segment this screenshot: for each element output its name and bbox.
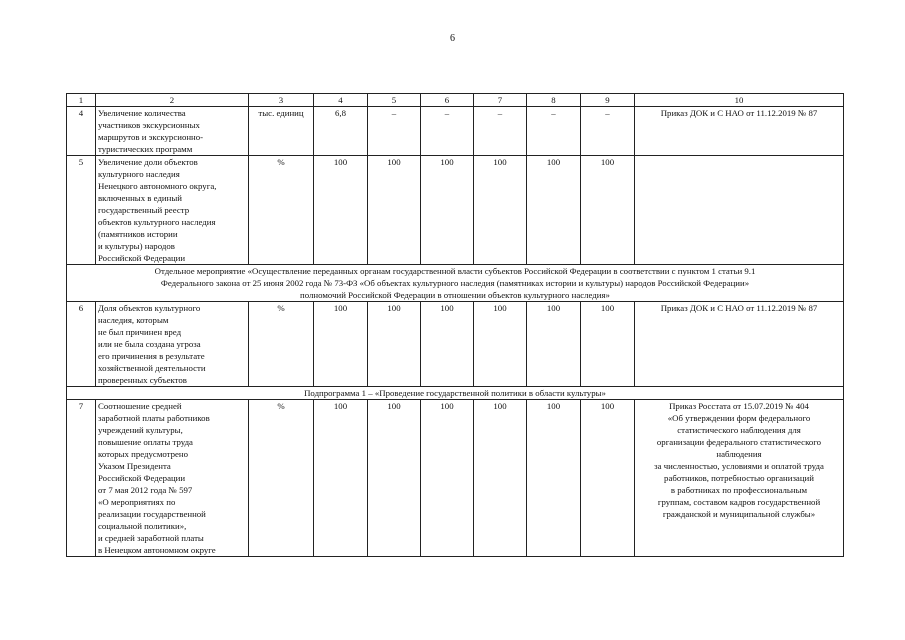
value-cell: 100 [368, 302, 421, 387]
header-cell: 4 [314, 94, 368, 107]
value-cell: 100 [314, 302, 368, 387]
header-cell: 5 [368, 94, 421, 107]
section-row [67, 265, 844, 302]
header-cell: 1 [67, 94, 96, 107]
value-cell: 100 [314, 156, 368, 265]
value-cell: – [474, 107, 527, 156]
value-cell: 100 [527, 400, 581, 557]
header-row [67, 94, 844, 107]
value-cell: – [581, 107, 635, 156]
value-cell: 100 [474, 302, 527, 387]
value-cell: 100 [421, 302, 474, 387]
section-title: Отдельное мероприятие «Осуществление переданных органам государственной власти субъектов Российской Федерации в соответствии с пунктом 1 статьи 9.1 Федерального закона от 25 июня 2002 года № 73-ФЗ «Об объектах культурного наследия (памятниках истории и культуры) народов Российской Федерации» полномочий Российской Федерации в отношении объектов культурного наследия» [67, 265, 844, 302]
header-cell: 9 [581, 94, 635, 107]
source-cell: Приказ ДОК и С НАО от 11.12.2019 № 87 [635, 302, 844, 387]
section-row [67, 387, 844, 400]
unit-cell: % [249, 156, 314, 265]
indicators-table [66, 93, 844, 557]
table-row [67, 107, 844, 156]
source-cell: Приказ ДОК и С НАО от 11.12.2019 № 87 [635, 107, 844, 156]
source-cell [635, 156, 844, 265]
value-cell: 6,8 [314, 107, 368, 156]
value-cell: 100 [527, 156, 581, 265]
source-cell: Приказ Росстата от 15.07.2019 № 404 «Об утверждении форм федерального статистического наблюдения для организации федерального статистического наблюдения за численностью, условиями и оплатой труда работников, потребностью организаций в работниках по профессиональным группам, составом кадров государственной гражданской и муниципальной службы» [635, 400, 844, 557]
table-row [67, 400, 844, 557]
unit-cell: % [249, 302, 314, 387]
value-cell: 100 [581, 302, 635, 387]
row-number-cell: 5 [67, 156, 96, 265]
value-cell: 100 [368, 400, 421, 557]
header-cell: 3 [249, 94, 314, 107]
value-cell: 100 [421, 156, 474, 265]
unit-cell: тыс. единиц [249, 107, 314, 156]
value-cell: 100 [314, 400, 368, 557]
value-cell: – [421, 107, 474, 156]
value-cell: – [368, 107, 421, 156]
value-cell: 100 [581, 156, 635, 265]
indicator-name-cell: Увеличение доли объектов культурного наследия Ненецкого автономного округа, включенных в единый государственный реестр объектов культурного наследия (памятников истории и культуры) народов Российской Федерации [96, 156, 249, 265]
header-cell: 2 [96, 94, 249, 107]
table-row [67, 156, 844, 265]
header-cell: 10 [635, 94, 844, 107]
header-cell: 8 [527, 94, 581, 107]
header-cell: 6 [421, 94, 474, 107]
indicator-name-cell: Увеличение количества участников экскурсионных маршрутов и экскурсионно- туристических программ [96, 107, 249, 156]
row-number-cell: 7 [67, 400, 96, 557]
value-cell: 100 [474, 400, 527, 557]
value-cell: 100 [527, 302, 581, 387]
indicator-name-cell: Доля объектов культурного наследия, которым не был причинен вред или не была создана угроза его причинения в результате хозяйственной деятельности проверенных субъектов [96, 302, 249, 387]
header-cell: 7 [474, 94, 527, 107]
page-number: 6 [450, 33, 455, 44]
section-title: Подпрограмма 1 – «Проведение государственной политики в области культуры» [67, 387, 844, 400]
row-number-cell: 4 [67, 107, 96, 156]
value-cell: 100 [368, 156, 421, 265]
value-cell: 100 [421, 400, 474, 557]
row-number-cell: 6 [67, 302, 96, 387]
value-cell: 100 [581, 400, 635, 557]
value-cell: – [527, 107, 581, 156]
table-row [67, 302, 844, 387]
value-cell: 100 [474, 156, 527, 265]
unit-cell: % [249, 400, 314, 557]
indicator-name-cell: Соотношение средней заработной платы работников учреждений культуры, повышение оплаты труда которых предусмотрено Указом Президента Российской Федерации от 7 мая 2012 года № 597 «О мероприятиях по реализации государственной социальной политики», и средней заработной платы в Ненецком автономном округе [96, 400, 249, 557]
